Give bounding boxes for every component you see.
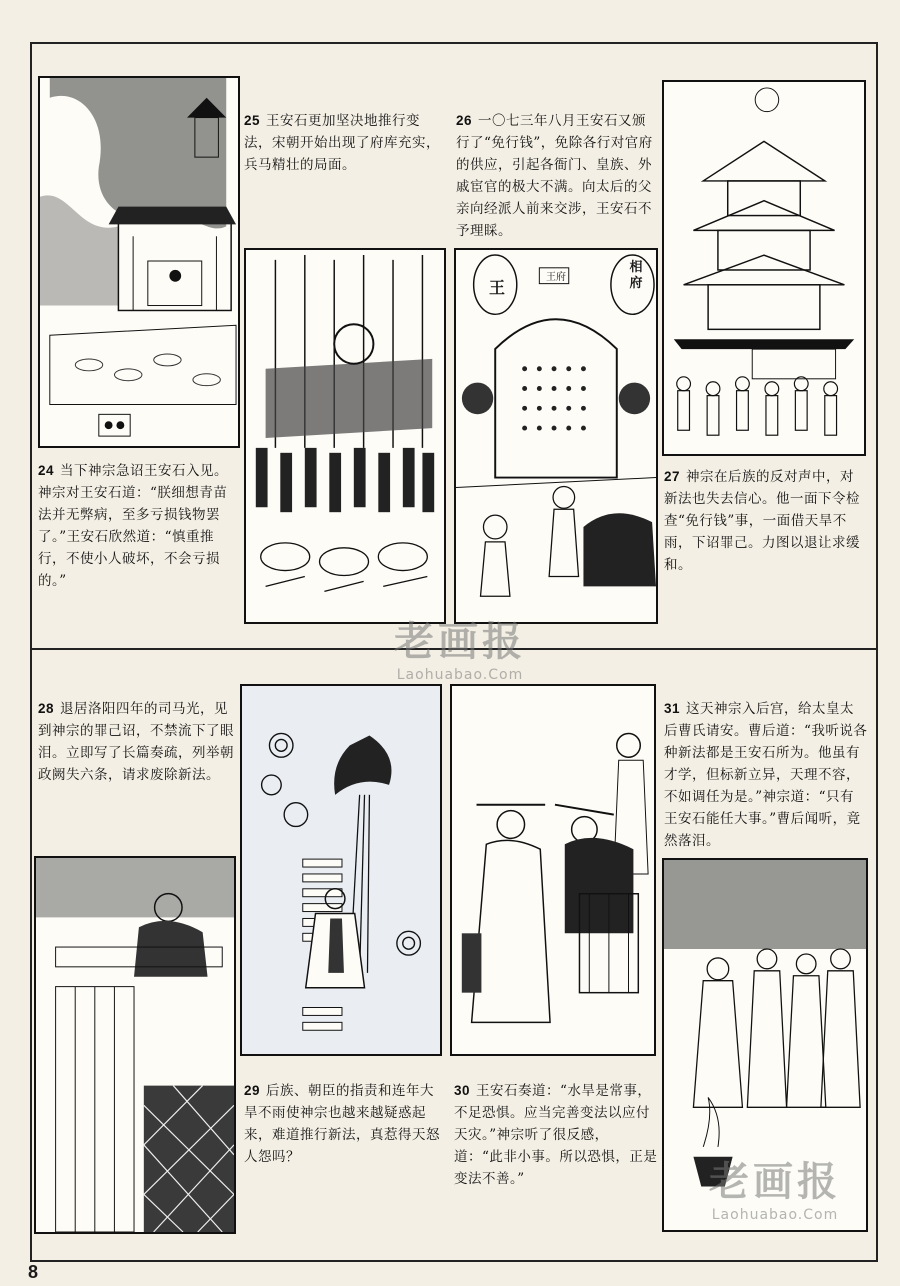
caption-24 bbox=[38, 460, 238, 592]
watermark-center bbox=[360, 610, 560, 683]
watermark-url: Laohuabao.Com bbox=[396, 667, 524, 683]
illustration-29 bbox=[240, 684, 442, 1056]
panel-number-29: 29 bbox=[244, 1083, 261, 1098]
caption-30 bbox=[454, 1080, 658, 1190]
gate-plaque: 王府 bbox=[546, 272, 566, 283]
caption-31 bbox=[664, 698, 868, 852]
caption-27 bbox=[664, 466, 864, 576]
caption-25 bbox=[244, 110, 440, 176]
gate-lantern-right: 相府 bbox=[629, 260, 643, 291]
illustration-25 bbox=[244, 248, 446, 624]
illustration-28 bbox=[34, 856, 236, 1234]
caption-text-24: 当下神宗急诏王安石入见。神宗对王安石道：“朕细想青苗法并无弊病，至多亏损钱物罢了。”王安石欣然道：“慎重推行，不使小人破坏，不会亏损的。” bbox=[38, 463, 229, 589]
illustration-24 bbox=[38, 76, 240, 448]
illustration-27 bbox=[662, 80, 866, 456]
illustration-30 bbox=[450, 684, 656, 1056]
page-number: 8 bbox=[28, 1262, 39, 1282]
caption-text-27: 神宗在后族的反对声中，对新法也失去信心。他一面下令检查“免行钱”事，一面借天旱不雨，下诏罪己。力图以退让求缓和。 bbox=[664, 469, 860, 573]
illustration-26 bbox=[454, 248, 658, 624]
caption-text-30: 王安石奏道：“水旱是常事，不足恐惧。应当完善变法以应付天灾。”神宗听了很反感，道：“此非小事。所以恐惧，正是变法不善。” bbox=[454, 1083, 658, 1187]
caption-28 bbox=[38, 698, 234, 786]
caption-text-28: 退居洛阳四年的司马光，见到神宗的罪己诏，不禁流下了眼泪。立即写了长篇奏疏，列举朝政阙失六条，请求废除新法。 bbox=[38, 701, 234, 783]
watermark-title: 老画报 bbox=[709, 1159, 841, 1205]
caption-29 bbox=[244, 1080, 442, 1168]
panel-number-31: 31 bbox=[664, 701, 681, 716]
caption-text-26: 一〇七三年八月王安石又颁行了“免行钱”，免除各行对官府的供应，引起各衙门、皇族、外戚宦官的极大不满。向太后的父亲向经派人前来交涉，王安石不予理睬。 bbox=[456, 113, 653, 239]
caption-text-29: 后族、朝臣的指责和连年大旱不雨使神宗也越来越疑惑起来，难道推行新法，真惹得天怒人怨吗？ bbox=[244, 1083, 440, 1165]
panel-number-28: 28 bbox=[38, 701, 55, 716]
panel-number-25: 25 bbox=[244, 113, 261, 128]
gate-lantern-left: 王 bbox=[488, 278, 505, 297]
watermark-bottom-right bbox=[700, 1150, 850, 1223]
panel-number-30: 30 bbox=[454, 1083, 471, 1098]
watermark-url: Laohuabao.Com bbox=[711, 1207, 839, 1223]
caption-text-25: 王安石更加坚决地推行变法，宋朝开始出现了府库充实，兵马精壮的局面。 bbox=[244, 113, 440, 173]
panel-number-27: 27 bbox=[664, 469, 681, 484]
watermark-title: 老画报 bbox=[394, 619, 526, 665]
panel-number-24: 24 bbox=[38, 463, 55, 478]
panel-number-26: 26 bbox=[456, 113, 473, 128]
caption-26 bbox=[456, 110, 654, 242]
caption-text-31: 这天神宗入后宫，给太皇太后曹氏请安。曹后道：“我听说各种新法都是王安石所为。他虽有才学，但标新立异，天理不容，不如调任为是。”神宗道：“只有王安石能任大事。”曹后闻听，竟然落泪。 bbox=[664, 701, 868, 849]
